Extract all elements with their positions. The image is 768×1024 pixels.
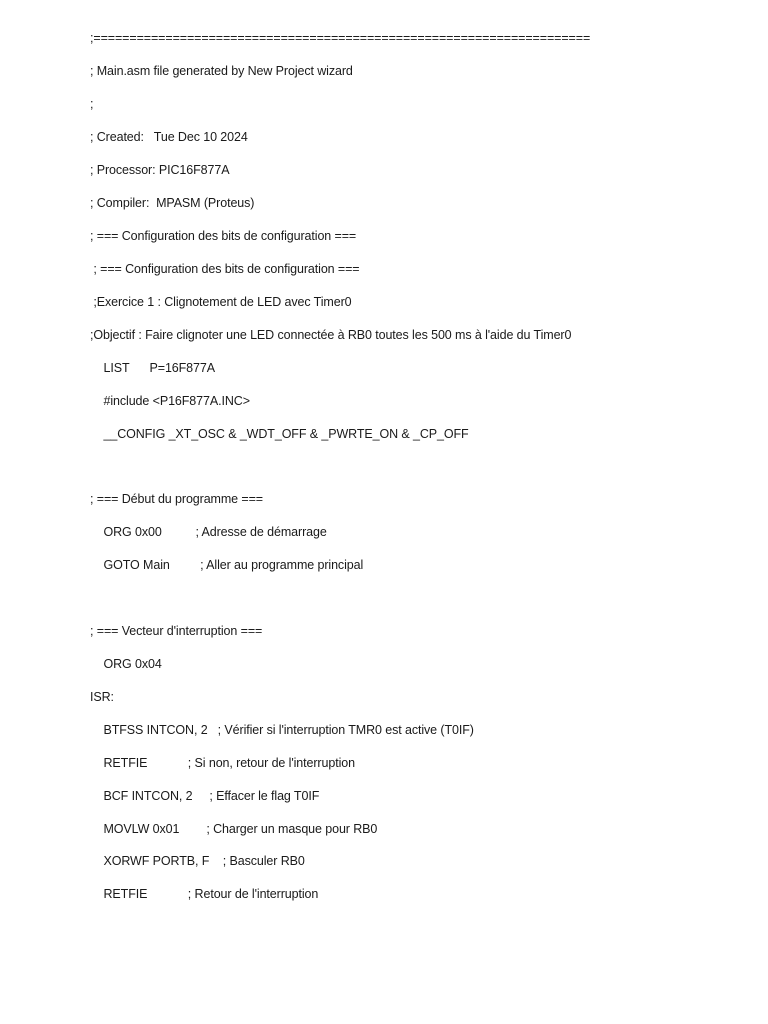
section-comment-config: ; === Configuration des bits de configuration === [90, 229, 357, 243]
header-comment-title: ; Main.asm file generated by New Project wizard [90, 64, 353, 78]
objective-comment: ;Objectif : Faire clignoter une LED connectée à RB0 toutes les 500 ms à l'aide du Timer0 [90, 328, 572, 342]
code-line-org-0: ORG 0x00 ; Adresse de démarrage [90, 525, 327, 539]
code-line-org-4: ORG 0x04 [90, 657, 162, 671]
code-label-isr: ISR: [90, 690, 114, 704]
code-line-retfie-1: RETFIE ; Si non, retour de l'interruption [90, 756, 355, 770]
section-comment-start: ; === Début du programme === [90, 492, 264, 506]
code-line-movlw: MOVLW 0x01 ; Charger un masque pour RB0 [90, 822, 378, 836]
code-line-xorwf: XORWF PORTB, F ; Basculer RB0 [90, 854, 305, 868]
code-line-config: __CONFIG _XT_OSC & _WDT_OFF & _PWRTE_ON & _CP_OFF [90, 427, 469, 441]
code-line-btfss: BTFSS INTCON, 2 ; Vérifier si l'interruption TMR0 est active (T0IF) [90, 723, 474, 737]
section-comment-interrupt: ; === Vecteur d'interruption === [90, 624, 263, 638]
section-comment-config-dup: ; === Configuration des bits de configuration === [90, 262, 360, 276]
header-comment-compiler: ; Compiler: MPASM (Proteus) [90, 196, 255, 210]
exercise-title-comment: ;Exercice 1 : Clignotement de LED avec Timer0 [90, 295, 352, 309]
code-line-include: #include <P16F877A.INC> [90, 394, 250, 408]
header-comment-created: ; Created: Tue Dec 10 2024 [90, 130, 248, 144]
code-line-list: LIST P=16F877A [90, 361, 215, 375]
separator-line: ;===================================================================== [90, 31, 591, 45]
header-comment-processor: ; Processor: PIC16F877A [90, 163, 230, 177]
header-comment-blank: ; [90, 97, 94, 111]
code-line-bcf: BCF INTCON, 2 ; Effacer le flag T0IF [90, 789, 320, 803]
code-line-retfie-2: RETFIE ; Retour de l'interruption [90, 887, 319, 901]
code-line-goto-main: GOTO Main ; Aller au programme principal [90, 558, 364, 572]
